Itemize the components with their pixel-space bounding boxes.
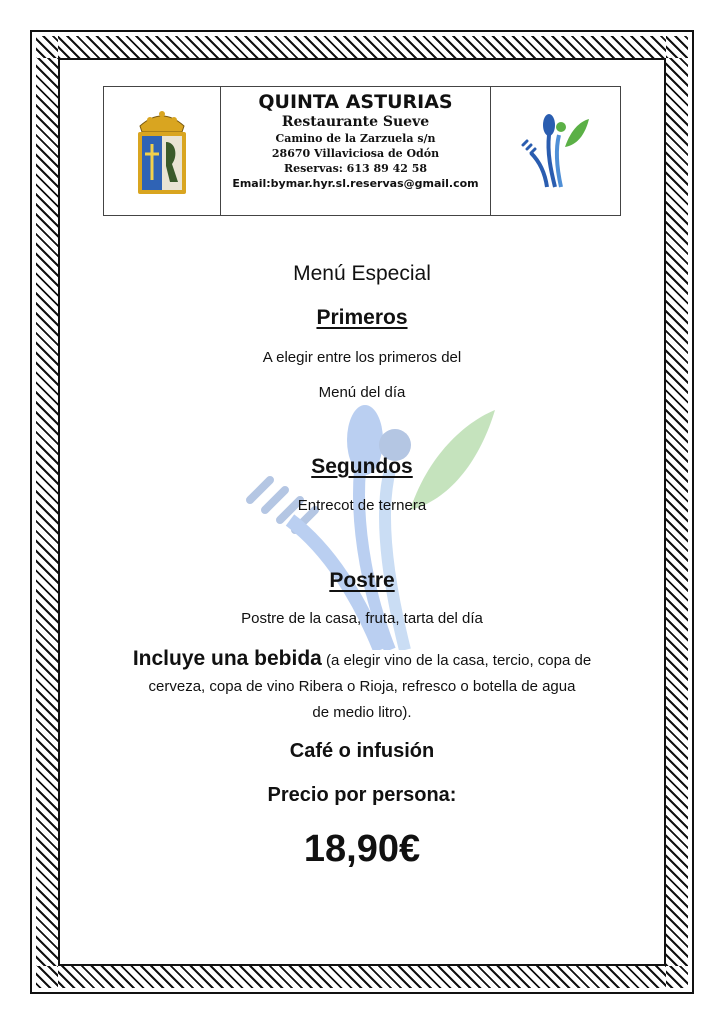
restaurant-name: Restaurante Sueve bbox=[281, 114, 430, 130]
cafe-line: Café o infusión bbox=[289, 740, 435, 762]
bebida-line-1: (a elegir vino de la casa, tercio, copa de bbox=[321, 652, 592, 669]
primeros-heading: Primeros bbox=[316, 306, 408, 329]
cutlery-leaf-logo-icon bbox=[521, 111, 591, 191]
asturias-coat-of-arms-icon bbox=[132, 106, 192, 196]
price-value: 18,90€ bbox=[303, 828, 421, 870]
bebida-line-3: de medio litro). bbox=[312, 704, 412, 721]
segundos-heading: Segundos bbox=[311, 455, 413, 478]
postre-line: Postre de la casa, fruta, tarta del día bbox=[241, 610, 483, 627]
header-table bbox=[103, 86, 621, 216]
bebida-block bbox=[90, 646, 634, 726]
logo-cell bbox=[491, 87, 620, 215]
bebida-line-2: cerveza, copa de vino Ribera o Rioja, refresco o botella de agua bbox=[148, 678, 576, 695]
crest-cell bbox=[104, 87, 221, 215]
bebida-lead: Incluye una bebida bbox=[132, 647, 322, 670]
primeros-line-1: A elegir entre los primeros del bbox=[262, 349, 462, 366]
menu-title: Menú Especial bbox=[293, 262, 431, 285]
phone-line: Reservas: 613 89 42 58 bbox=[283, 162, 428, 175]
primeros-line-2: Menú del día bbox=[318, 384, 406, 401]
price-label: Precio por persona: bbox=[267, 784, 457, 806]
email-line: Email:bymar.hyr.sl.reservas@gmail.com bbox=[232, 177, 479, 190]
segundos-line: Entrecot de ternera bbox=[297, 497, 427, 514]
postre-heading: Postre bbox=[329, 569, 395, 592]
address-line-2: 28670 Villaviciosa de Odón bbox=[271, 147, 440, 160]
restaurant-brand: QUINTA ASTURIAS bbox=[258, 91, 453, 113]
address-line-1: Camino de la Zarzuela s/n bbox=[275, 132, 436, 145]
restaurant-info bbox=[221, 87, 491, 215]
